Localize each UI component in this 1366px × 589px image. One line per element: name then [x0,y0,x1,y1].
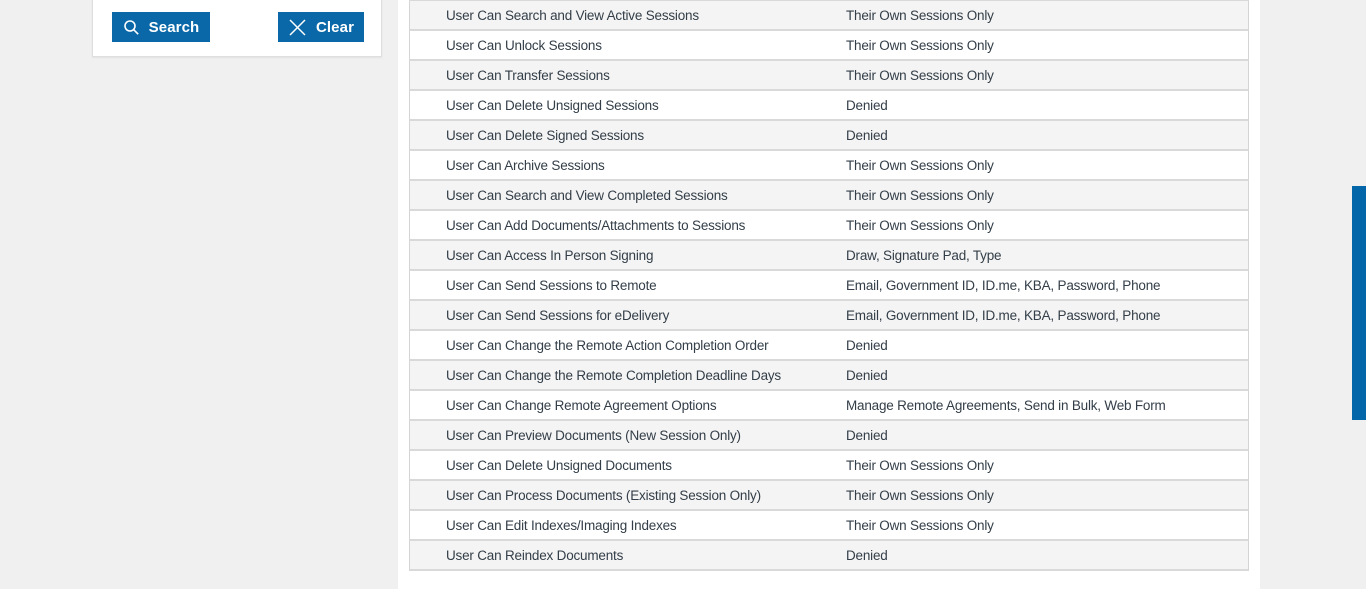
clear-button-label: Clear [315,18,355,36]
table-row[interactable] [409,391,1249,421]
table-row[interactable] [409,481,1249,511]
permission-value-cell: Denied [846,547,888,563]
table-row[interactable] [409,241,1249,271]
permission-value-cell: Email, Government ID, ID.me, KBA, Password, Phone [846,277,1161,293]
permission-value-cell: Their Own Sessions Only [846,487,994,503]
permission-value-cell: Their Own Sessions Only [846,157,994,173]
permission-value-cell: Email, Government ID, ID.me, KBA, Password, Phone [846,307,1161,323]
vertical-scrollbar-thumb[interactable] [1352,186,1366,420]
table-row[interactable] [409,31,1249,61]
permission-name-cell: User Can Delete Signed Sessions [446,127,644,143]
permission-value-cell: Their Own Sessions Only [846,7,994,23]
table-row[interactable] [409,511,1249,541]
permission-name-cell: User Can Edit Indexes/Imaging Indexes [446,517,677,533]
permission-name-cell: User Can Preview Documents (New Session Only) [446,427,741,443]
table-row[interactable] [409,361,1249,391]
table-row[interactable] [409,331,1249,361]
permission-value-cell: Their Own Sessions Only [846,187,994,203]
table-row[interactable] [409,451,1249,481]
permission-value-cell: Denied [846,97,888,113]
permissions-row-list [409,0,1249,571]
clear-x-icon [288,18,307,37]
permission-value-cell: Their Own Sessions Only [846,457,994,473]
clear-button[interactable] [278,12,364,42]
permission-name-cell: User Can Archive Sessions [446,157,605,173]
permission-value-cell: Their Own Sessions Only [846,37,994,53]
permission-name-cell: User Can Process Documents (Existing Session Only) [446,487,761,503]
permission-value-cell: Their Own Sessions Only [846,217,994,233]
permission-value-cell: Denied [846,427,888,443]
permission-name-cell: User Can Unlock Sessions [446,37,602,53]
permission-name-cell: User Can Send Sessions to Remote [446,277,657,293]
permission-name-cell: User Can Transfer Sessions [446,67,610,83]
permission-value-cell: Denied [846,337,888,353]
permission-value-cell: Denied [846,127,888,143]
permission-value-cell: Their Own Sessions Only [846,517,994,533]
table-row[interactable] [409,181,1249,211]
search-panel [92,0,382,57]
permission-value-cell: Their Own Sessions Only [846,67,994,83]
table-row[interactable] [409,421,1249,451]
permission-value-cell: Denied [846,367,888,383]
permission-name-cell: User Can Search and View Completed Sessions [446,187,728,203]
permissions-table [398,0,1260,589]
permission-name-cell: User Can Delete Unsigned Sessions [446,97,659,113]
permission-name-cell: User Can Search and View Active Sessions [446,7,699,23]
permission-name-cell: User Can Change the Remote Action Completion Order [446,337,769,353]
table-row[interactable] [409,541,1249,571]
table-row[interactable] [409,91,1249,121]
table-row[interactable] [409,121,1249,151]
search-button[interactable] [112,12,210,42]
permission-value-cell: Manage Remote Agreements, Send in Bulk, Web Form [846,397,1166,413]
permission-name-cell: User Can Add Documents/Attachments to Sessions [446,217,746,233]
table-row[interactable] [409,211,1249,241]
permission-name-cell: User Can Delete Unsigned Documents [446,457,672,473]
search-icon [123,19,140,36]
table-row[interactable] [409,301,1249,331]
permission-value-cell: Draw, Signature Pad, Type [846,247,1002,263]
permission-name-cell: User Can Access In Person Signing [446,247,654,263]
table-row[interactable] [409,1,1249,31]
table-row[interactable] [409,151,1249,181]
permission-name-cell: User Can Change Remote Agreement Options [446,397,717,413]
permission-name-cell: User Can Reindex Documents [446,547,624,563]
table-row[interactable] [409,61,1249,91]
search-button-label: Search [148,18,200,36]
permission-name-cell: User Can Send Sessions for eDelivery [446,307,670,323]
permission-name-cell: User Can Change the Remote Completion Deadline Days [446,367,781,383]
table-row[interactable] [409,271,1249,301]
